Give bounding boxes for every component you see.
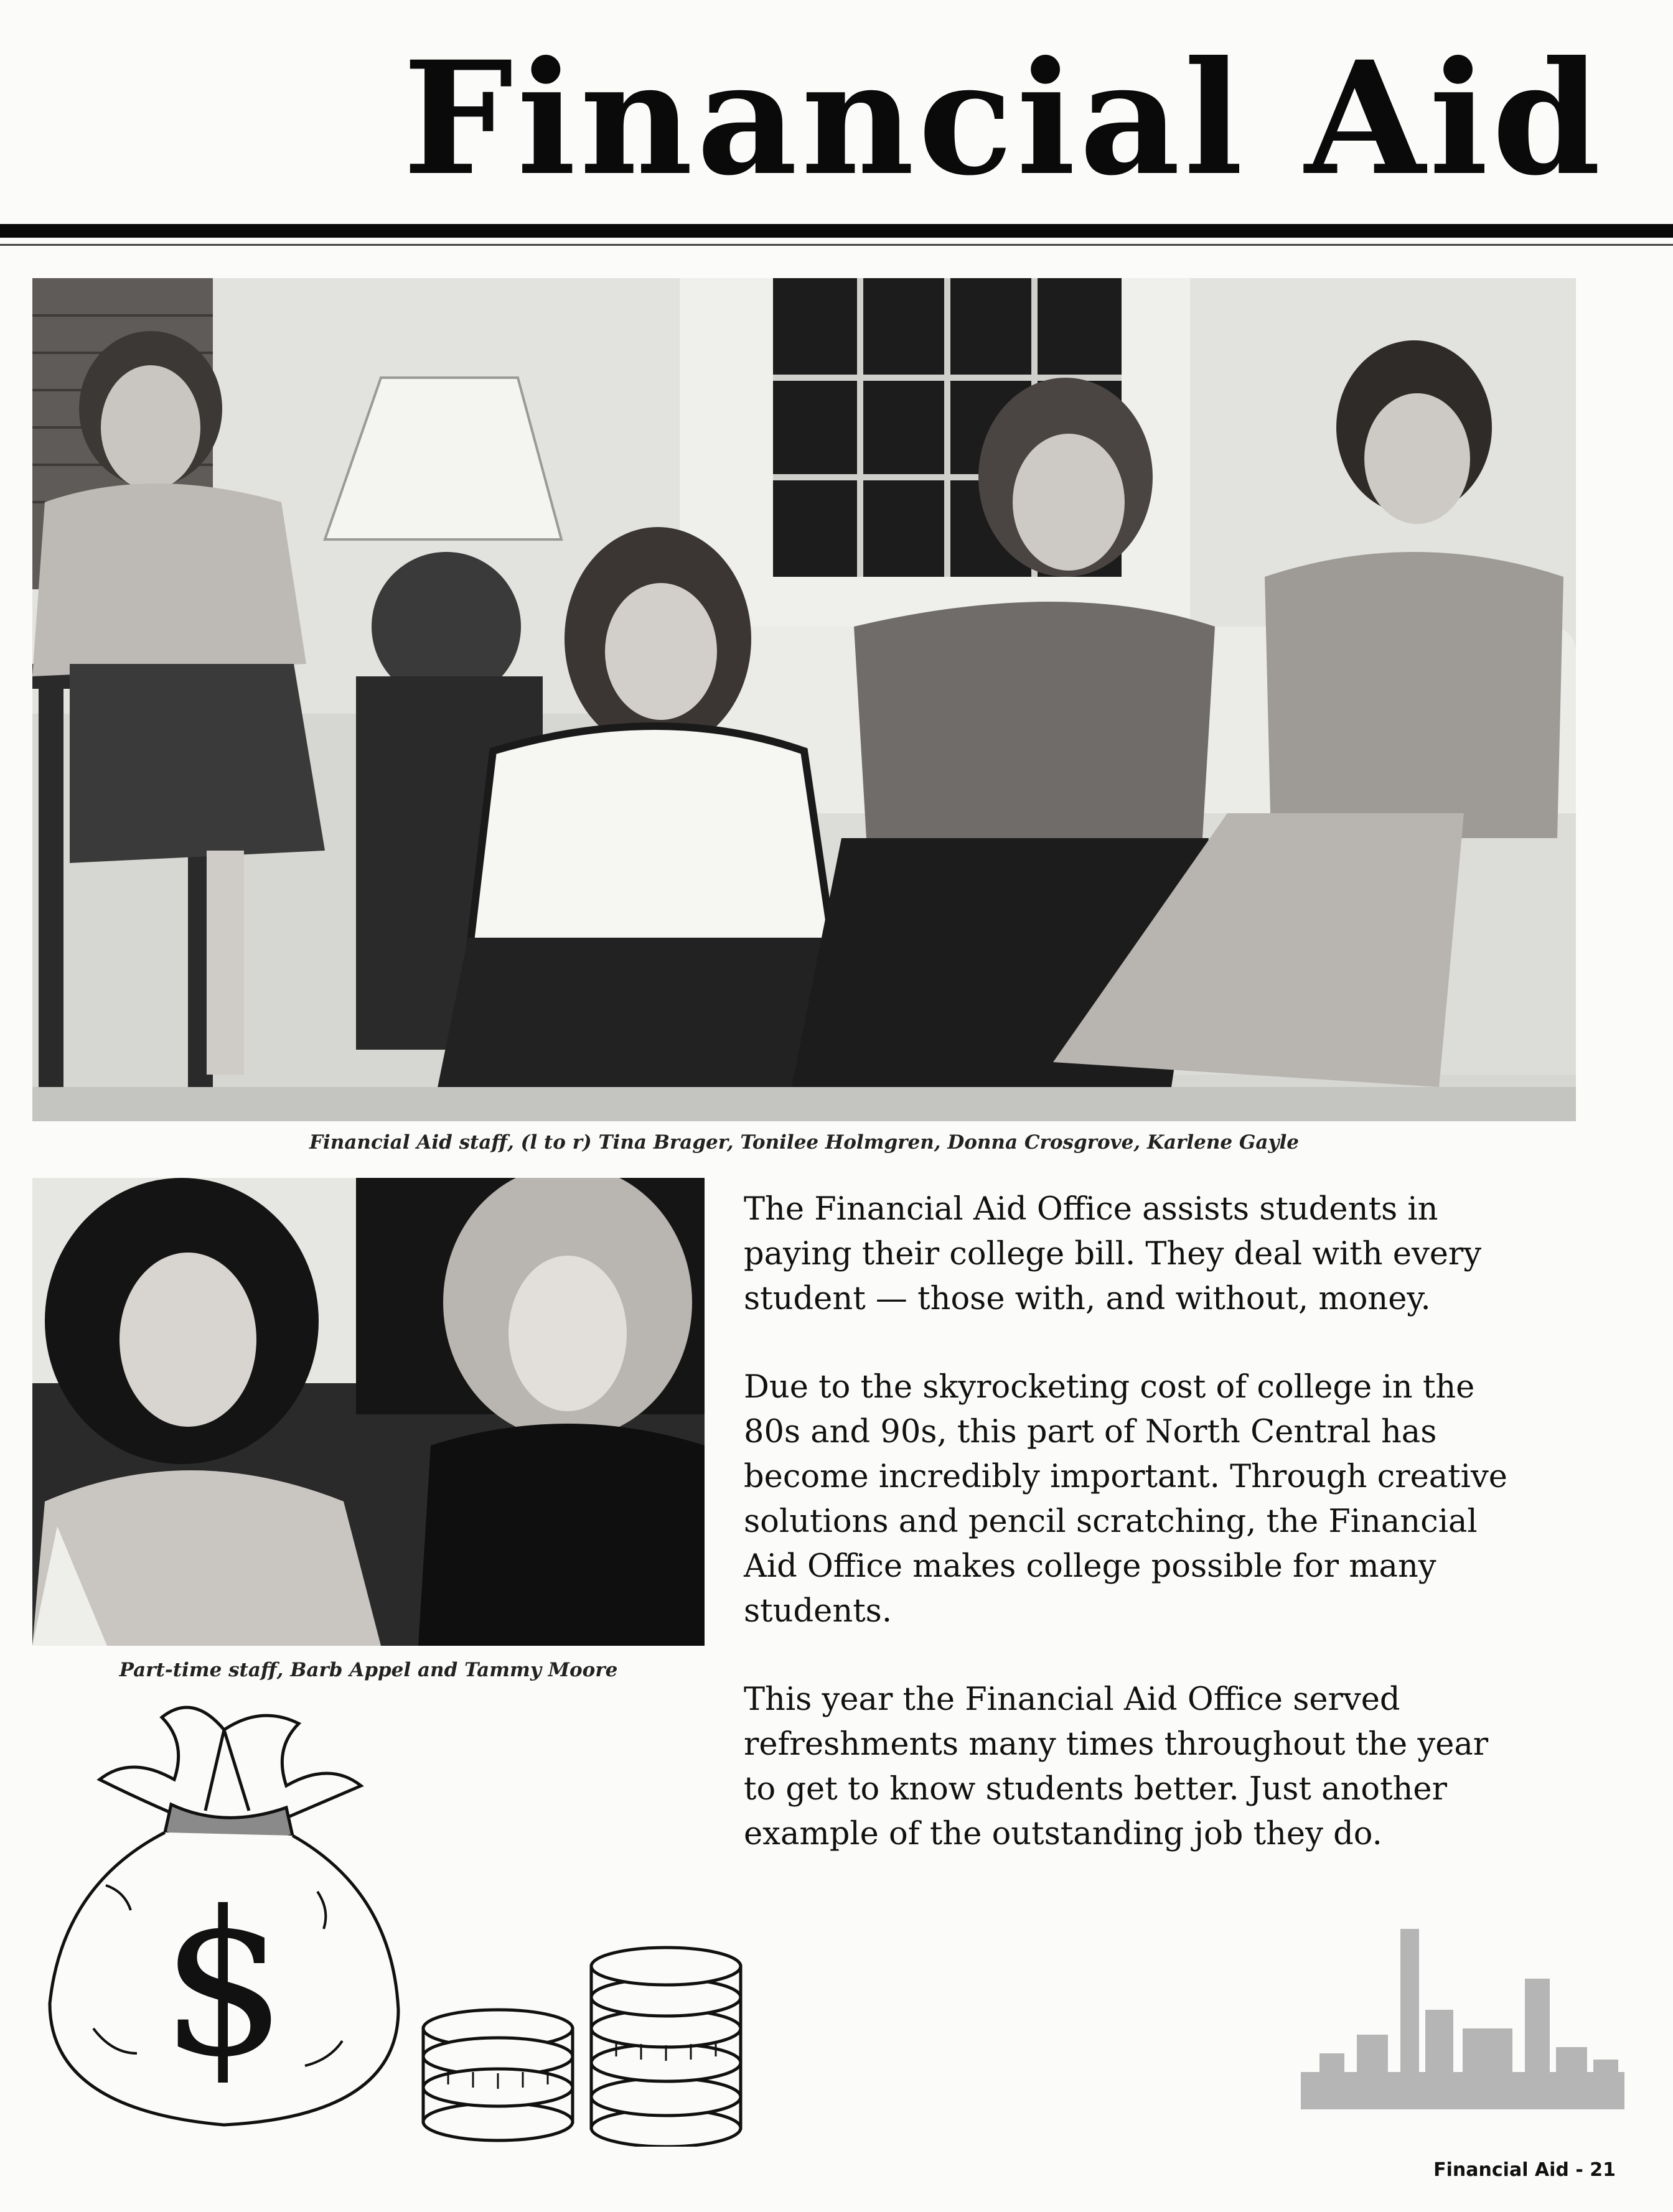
small-photo-caption: Part-time staff, Barb Appel and Tammy Moore	[119, 1659, 618, 1681]
page-folio: Financial Aid - 21	[1433, 2159, 1616, 2181]
page-title: Financial Aid	[403, 27, 1605, 210]
title-rule	[0, 224, 1673, 238]
part-time-staff-photo	[32, 1178, 705, 1646]
dollar-sign: $	[161, 1869, 288, 2101]
article-paragraph: Due to the skyrocketing cost of college in the 80s and 90s, this part of North Central has become incredibly important. Through creative solutions and pencil scratching, the Financial Aid Office makes college possible for many students.	[744, 1369, 1507, 1630]
title-rule-thin	[0, 244, 1673, 246]
money-bag-icon	[37, 1680, 423, 2140]
article-paragraph: The Financial Aid Office assists students in paying their college bill. They deal with every student — those with, and without, money.	[744, 1191, 1482, 1317]
article-paragraph: This year the Financial Aid Office served refreshments many times throughout the year to get to know students better. Just another example of the outstanding job they do.	[744, 1681, 1489, 1852]
article-body	[744, 1187, 1522, 1900]
staff-group-photo	[32, 278, 1576, 1121]
skyline-icon	[1301, 1904, 1624, 2109]
coin-stack-icon	[411, 1929, 759, 2147]
main-photo-caption: Financial Aid staff, (l to r) Tina Brager, Tonilee Holmgren, Donna Crosgrove, Karlene Gayle	[309, 1131, 1299, 1154]
